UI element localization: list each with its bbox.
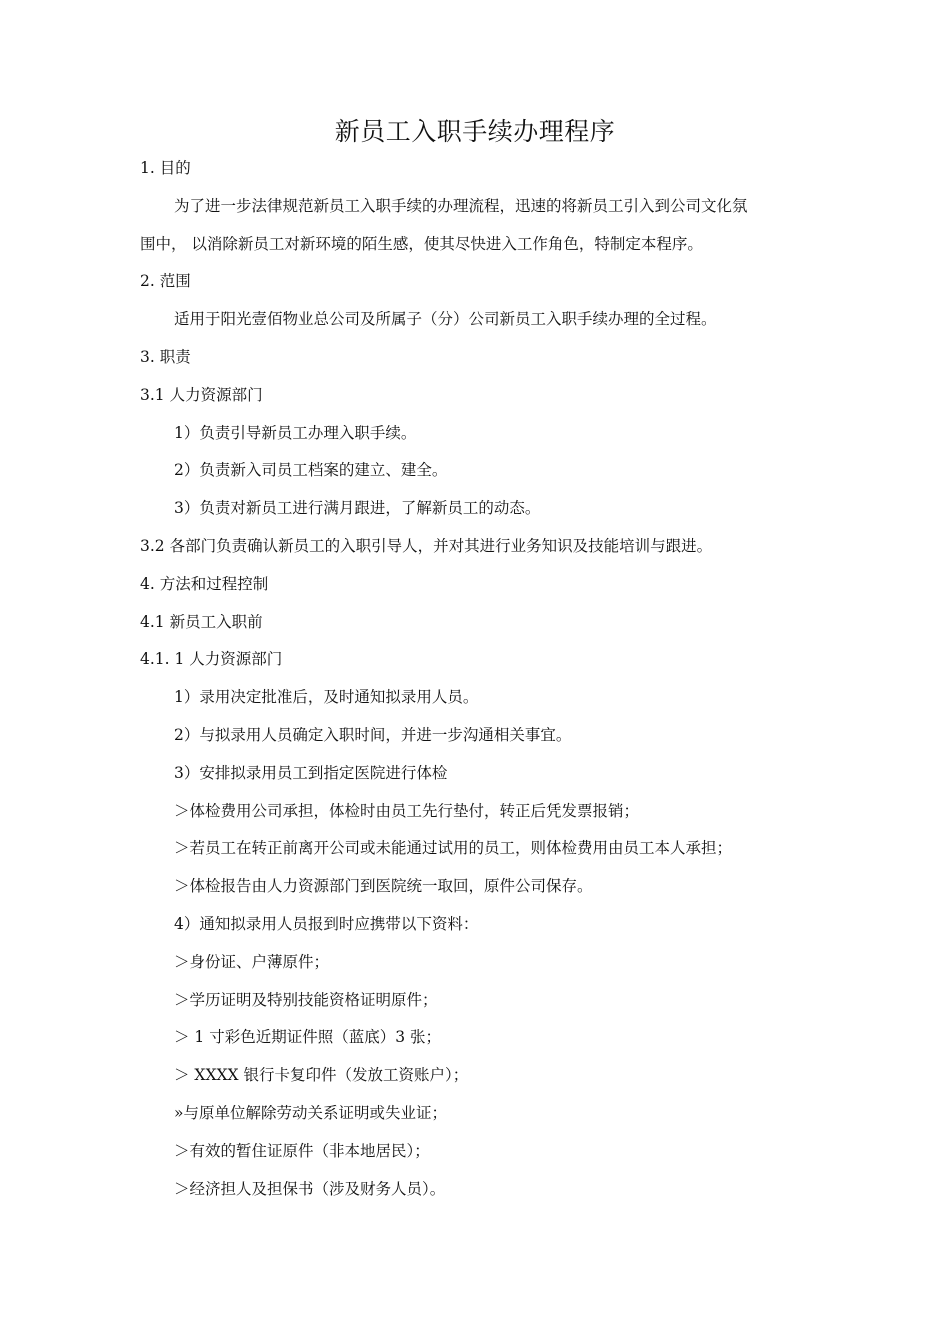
document-line: ＞学历证明及特别技能资格证明原件； bbox=[174, 990, 438, 1009]
document-line: 适用于阳光壹佰物业总公司及所属子（分）公司新员工入职手续办理的全过程。 bbox=[174, 310, 717, 329]
document-line: 2）负责新入司员工档案的建立、建全。 bbox=[174, 461, 448, 480]
document-line: 3）负责对新员工进行满月跟进，了解新员工的动态。 bbox=[174, 499, 541, 518]
document-line: 为了进一步法律规范新员工入职手续的办理流程，迅速的将新员工引入到公司文化氛 bbox=[174, 196, 748, 215]
document-line: ＞体检报告由人力资源部门到医院统一取回，原件公司保存。 bbox=[174, 877, 593, 896]
document-line: 3）安排拟录用员工到指定医院进行体检 bbox=[174, 763, 448, 782]
document-line: 2）与拟录用人员确定入职时间，并进一步沟通相关事宜。 bbox=[174, 726, 572, 744]
document-line: ＞ 1 寸彩色近期证件照（蓝底）3 张； bbox=[174, 1028, 442, 1047]
document-line: 3.2 各部门负责确认新员工的入职引导人，并对其进行业务知识及技能培训与跟进。 bbox=[140, 537, 713, 555]
document-title: 新员工入职手续办理程序 bbox=[334, 117, 616, 146]
document-line: ＞身份证、户薄原件； bbox=[174, 952, 330, 971]
document-line: 1. 目的 bbox=[140, 159, 191, 177]
document-line: 4.1 新员工入职前 bbox=[140, 612, 263, 631]
document-line: 1）录用决定批准后，及时通知拟录用人员。 bbox=[174, 688, 479, 707]
document-line: ＞有效的暂住证原件（非本地居民）； bbox=[174, 1141, 430, 1160]
document-line: 1）负责引导新员工办理入职手续。 bbox=[174, 423, 417, 442]
document-line: 围中， 以消除新员工对新环境的陌生感，使其尽快进入工作角色，特制定本程序。 bbox=[140, 234, 703, 253]
document-line: ＞经济担人及担保书（涉及财务人员）。 bbox=[174, 1179, 446, 1198]
document-line: 3.1 人力资源部门 bbox=[140, 385, 263, 404]
document-line: 4.1. 1 人力资源部门 bbox=[140, 650, 283, 669]
document-line: 2. 范围 bbox=[140, 272, 191, 291]
document-line: ＞若员工在转正前离开公司或未能通过试用的员工，则体检费用由员工本人承担； bbox=[174, 839, 733, 858]
document-line: ＞ XXXX 银行卡复印件（发放工资账户）； bbox=[174, 1066, 469, 1085]
document-line: ＞体检费用公司承担，体检时由员工先行垫付，转正后凭发票报销； bbox=[174, 801, 640, 820]
document-line: 3. 职责 bbox=[140, 348, 191, 366]
document-line: »与原单位解除劳动关系证明或失业证； bbox=[174, 1104, 447, 1122]
document-line: 4. 方法和过程控制 bbox=[140, 574, 269, 593]
document-line: 4）通知拟录用人员报到时应携带以下资料： bbox=[174, 915, 479, 933]
